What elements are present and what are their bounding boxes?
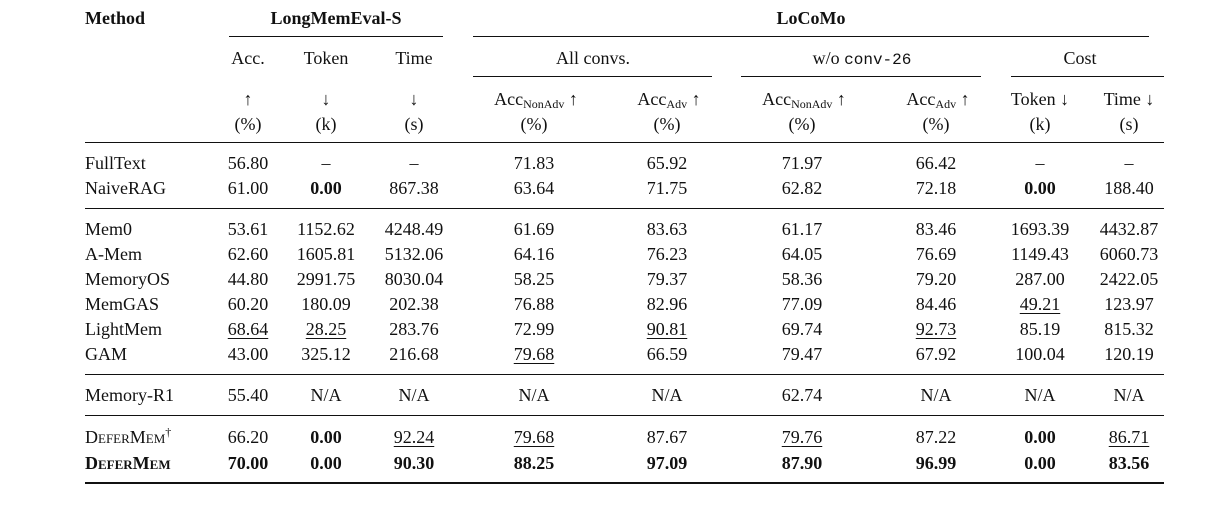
cell: 43.00 xyxy=(227,344,269,364)
row-method: Mem0 xyxy=(85,219,132,239)
header-cost-time: Time ↓ xyxy=(1103,89,1155,109)
cell: 0.00 xyxy=(310,453,342,473)
unit-pct: (%) xyxy=(234,114,262,134)
rule-longmem xyxy=(229,36,443,37)
header-cost: Cost xyxy=(1063,48,1097,68)
cell: N/A xyxy=(518,385,550,405)
row-method: MemGAS xyxy=(85,294,160,314)
rule-group xyxy=(85,374,1164,375)
acc-sub: NonAdv xyxy=(523,97,565,111)
cell: 28.25 xyxy=(305,319,347,339)
row-method: MemoryOS xyxy=(85,269,170,289)
cell: 76.23 xyxy=(646,244,688,264)
cell: 76.88 xyxy=(513,294,555,314)
wo-code: conv-26 xyxy=(844,51,912,69)
cell: 87.22 xyxy=(915,427,957,447)
cell: 325.12 xyxy=(301,344,351,364)
cell: 68.64 xyxy=(227,319,269,339)
header-wo-conv26 xyxy=(813,47,912,71)
cell: 76.69 xyxy=(915,244,957,264)
header-time: Time xyxy=(395,48,433,68)
header-acc-nonadv-wo xyxy=(762,88,846,110)
cell: 0.00 xyxy=(1024,427,1056,447)
unit-s: (s) xyxy=(1119,114,1139,134)
cell: 6060.73 xyxy=(1099,244,1159,264)
arrow-up-icon: ↑ xyxy=(691,89,701,109)
cell: 53.61 xyxy=(227,219,269,239)
cell: 58.25 xyxy=(513,269,555,289)
cell: 92.73 xyxy=(915,319,957,339)
cell: 180.09 xyxy=(301,294,351,314)
cell: 83.56 xyxy=(1108,453,1150,473)
arrow-up-icon: ↑ xyxy=(243,89,253,109)
arrow-down-icon: ↓ xyxy=(321,89,331,109)
acc-base: Acc xyxy=(494,89,524,109)
cell: 60.20 xyxy=(227,294,269,314)
cell: 64.05 xyxy=(781,244,823,264)
rule-wo-conv26 xyxy=(741,76,981,77)
cell: N/A xyxy=(1024,385,1056,405)
acc-sub: NonAdv xyxy=(791,97,833,111)
cell: 90.81 xyxy=(646,319,688,339)
unit-k: (k) xyxy=(1029,114,1051,134)
cell: 71.97 xyxy=(781,153,823,173)
cell: 61.17 xyxy=(781,219,823,239)
cell: 62.74 xyxy=(781,385,823,405)
cell: 66.20 xyxy=(227,427,269,447)
cell: 87.67 xyxy=(646,427,688,447)
cell: – xyxy=(1035,153,1045,173)
row-method xyxy=(85,426,171,448)
cell: 97.09 xyxy=(646,453,688,473)
acc-sub: Adv xyxy=(666,97,688,111)
rule-table-bottom xyxy=(85,482,1164,484)
row-method: Memory-R1 xyxy=(85,385,174,405)
cell: 83.63 xyxy=(646,219,688,239)
cell: 4248.49 xyxy=(384,219,444,239)
cell: – xyxy=(409,153,419,173)
cell: N/A xyxy=(310,385,342,405)
cell: 283.76 xyxy=(389,319,439,339)
cell: N/A xyxy=(398,385,430,405)
acc-base: Acc xyxy=(637,89,667,109)
cell: – xyxy=(1124,153,1134,173)
acc-base: Acc xyxy=(762,89,792,109)
rule-cost xyxy=(1011,76,1164,77)
cell: 86.71 xyxy=(1108,427,1150,447)
cell: 1149.43 xyxy=(1011,244,1069,264)
wo-prefix: w/o xyxy=(812,48,840,68)
cell: 100.04 xyxy=(1015,344,1065,364)
cell: 0.00 xyxy=(310,178,342,198)
cell: 1605.81 xyxy=(296,244,356,264)
cell: 88.25 xyxy=(513,453,555,473)
arrow-down-icon: ↓ xyxy=(409,89,419,109)
cell: 77.09 xyxy=(781,294,823,314)
row-method: A-Mem xyxy=(85,244,142,264)
cell: 79.47 xyxy=(781,344,823,364)
cell: – xyxy=(321,153,331,173)
cell: 2422.05 xyxy=(1099,269,1159,289)
row-method: FullText xyxy=(85,153,146,173)
cell: 287.00 xyxy=(1015,269,1065,289)
cell: 5132.06 xyxy=(384,244,444,264)
cell: N/A xyxy=(1113,385,1145,405)
unit-s: (s) xyxy=(404,114,424,134)
cell: N/A xyxy=(920,385,952,405)
arrow-up-icon: ↑ xyxy=(836,89,846,109)
cell: 216.68 xyxy=(389,344,439,364)
header-longmemeval: LongMemEval-S xyxy=(270,8,402,28)
cell: 62.60 xyxy=(227,244,269,264)
cell: 69.74 xyxy=(781,319,823,339)
cell: 70.00 xyxy=(227,453,269,473)
cell: N/A xyxy=(651,385,683,405)
cell: 66.42 xyxy=(915,153,957,173)
row-method: NaiveRAG xyxy=(85,178,166,198)
rule-all-convs xyxy=(473,76,712,77)
arrow-up-icon: ↑ xyxy=(960,89,970,109)
cell: 4432.87 xyxy=(1099,219,1159,239)
cell: 123.97 xyxy=(1104,294,1154,314)
cell: 82.96 xyxy=(646,294,688,314)
rule-locomo xyxy=(473,36,1149,37)
acc-sub: Adv xyxy=(935,97,957,111)
header-token: Token xyxy=(303,48,349,68)
cell: 79.37 xyxy=(646,269,688,289)
cell: 90.30 xyxy=(393,453,435,473)
header-acc-adv-wo xyxy=(906,88,969,110)
cell: 72.99 xyxy=(513,319,555,339)
cell: 67.92 xyxy=(915,344,957,364)
cell: 0.00 xyxy=(310,427,342,447)
cell: 63.64 xyxy=(513,178,555,198)
cell: 72.18 xyxy=(915,178,957,198)
unit-pct: (%) xyxy=(922,114,950,134)
row-method: GAM xyxy=(85,344,128,364)
cell: 64.16 xyxy=(513,244,555,264)
cell: 44.80 xyxy=(227,269,269,289)
cell: 71.75 xyxy=(646,178,688,198)
acc-base: Acc xyxy=(906,89,936,109)
cell: 79.20 xyxy=(915,269,957,289)
cell: 79.76 xyxy=(781,427,823,447)
header-method: Method xyxy=(85,8,145,28)
row-method: LightMem xyxy=(85,319,162,339)
cell: 8030.04 xyxy=(384,269,444,289)
header-acc: Acc. xyxy=(231,48,265,68)
rule-group xyxy=(85,208,1164,209)
unit-pct: (%) xyxy=(653,114,681,134)
cell: 85.19 xyxy=(1019,319,1061,339)
cell: 84.46 xyxy=(915,294,957,314)
unit-pct: (%) xyxy=(520,114,548,134)
header-locomo: LoCoMo xyxy=(776,8,846,28)
cell: 61.69 xyxy=(513,219,555,239)
cell: 55.40 xyxy=(227,385,269,405)
cell: 202.38 xyxy=(389,294,439,314)
row-method: DeferMem xyxy=(85,453,171,473)
cell: 1152.62 xyxy=(297,219,355,239)
cell: 49.21 xyxy=(1019,294,1061,314)
cell: 815.32 xyxy=(1104,319,1154,339)
cell: 87.90 xyxy=(781,453,823,473)
cell: 62.82 xyxy=(781,178,823,198)
cell: 58.36 xyxy=(781,269,823,289)
method-name: DeferMem xyxy=(85,427,166,447)
cell: 1693.39 xyxy=(1010,219,1070,239)
cell: 56.80 xyxy=(227,153,269,173)
cell: 96.99 xyxy=(915,453,957,473)
unit-k: (k) xyxy=(315,114,337,134)
cell: 71.83 xyxy=(513,153,555,173)
rule-group xyxy=(85,415,1164,416)
arrow-up-icon: ↑ xyxy=(568,89,578,109)
cell: 188.40 xyxy=(1104,178,1154,198)
header-all-convs: All convs. xyxy=(556,48,630,68)
cell: 79.68 xyxy=(513,344,555,364)
cell: 0.00 xyxy=(1024,178,1056,198)
rule-header-bottom xyxy=(85,142,1164,143)
unit-pct: (%) xyxy=(788,114,816,134)
cell: 120.19 xyxy=(1104,344,1154,364)
header-cost-token: Token ↓ xyxy=(1010,89,1070,109)
header-acc-adv xyxy=(637,88,700,110)
cell: 92.24 xyxy=(393,427,435,447)
cell: 0.00 xyxy=(1024,453,1056,473)
dagger-mark: † xyxy=(165,425,172,439)
cell: 83.46 xyxy=(915,219,957,239)
header-acc-nonadv xyxy=(494,88,578,110)
cell: 66.59 xyxy=(646,344,688,364)
cell: 2991.75 xyxy=(296,269,356,289)
cell: 867.38 xyxy=(389,178,439,198)
cell: 79.68 xyxy=(513,427,555,447)
cell: 65.92 xyxy=(646,153,688,173)
cell: 61.00 xyxy=(227,178,269,198)
